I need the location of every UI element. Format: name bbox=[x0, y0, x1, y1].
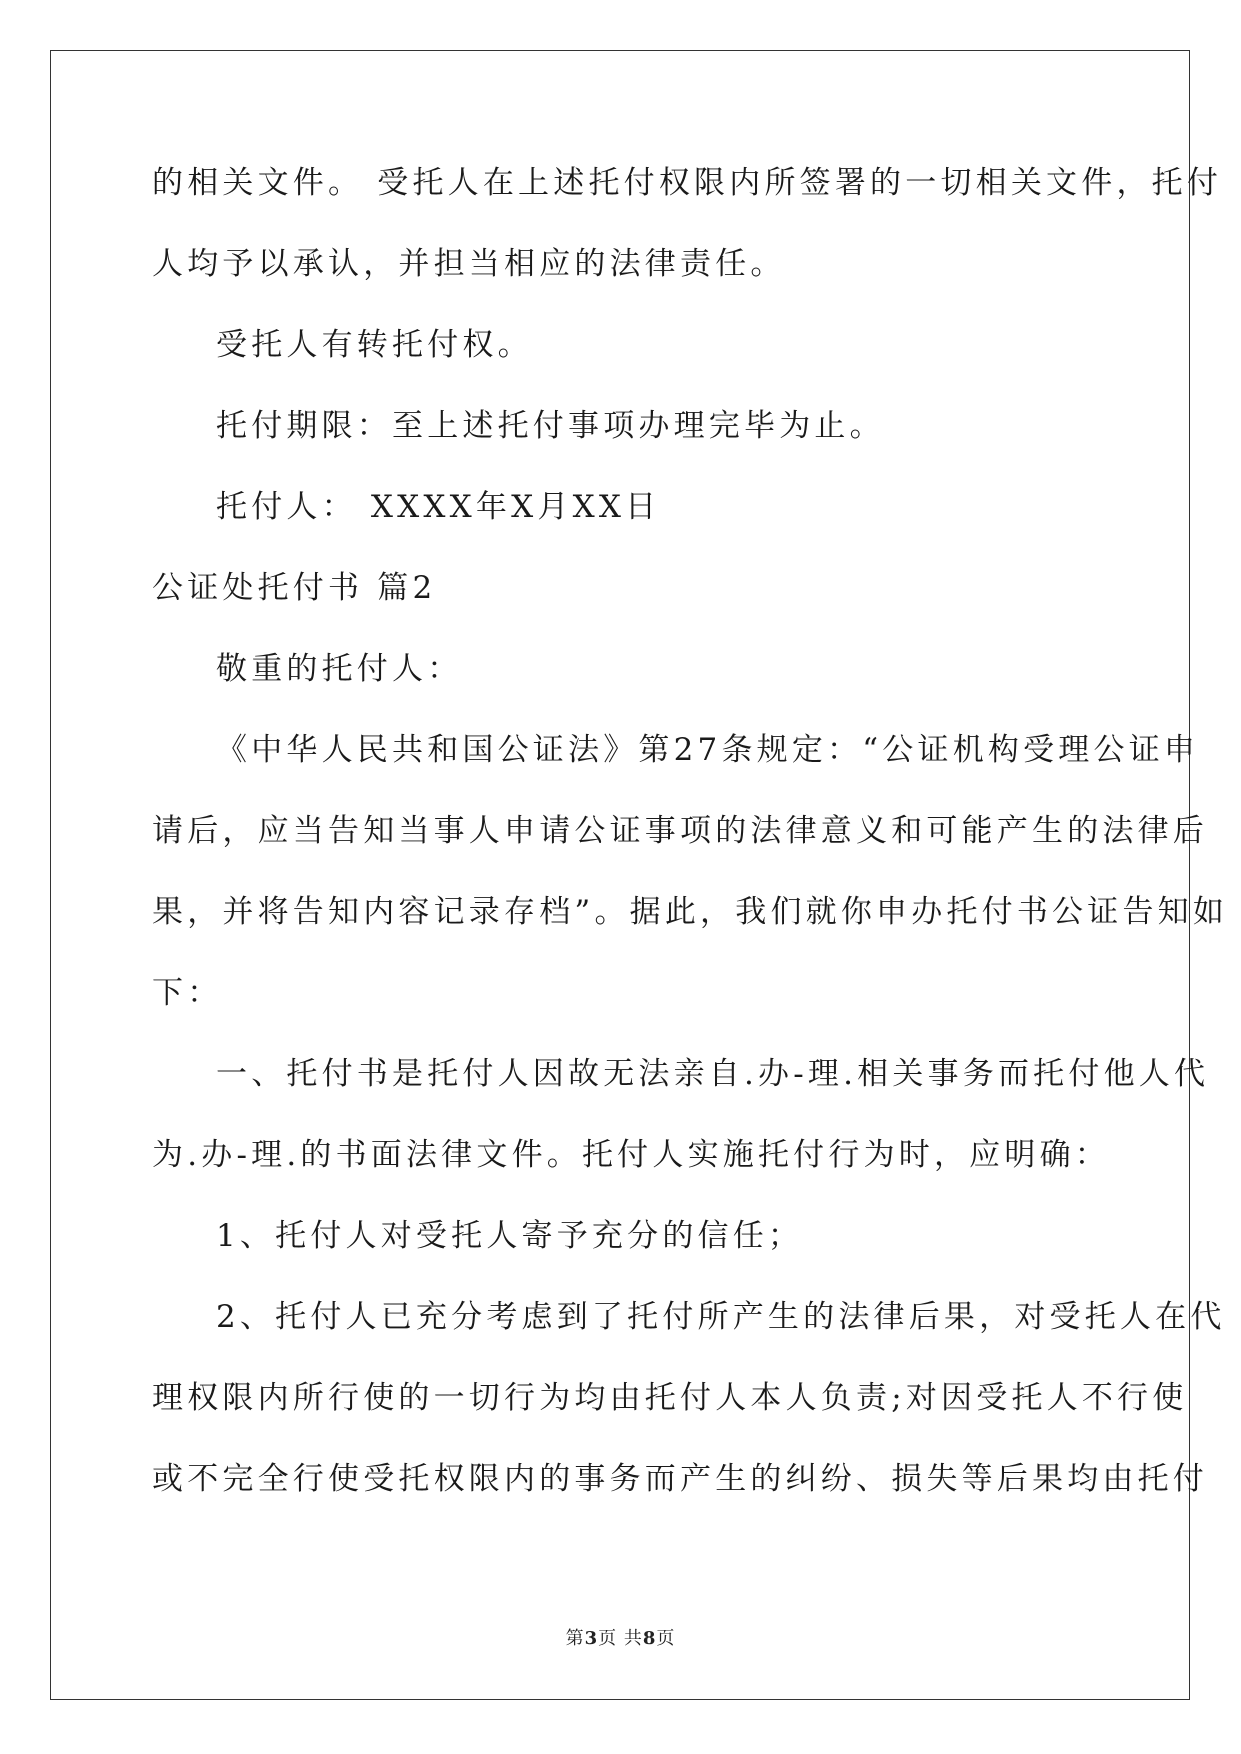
footer-suffix: 页 bbox=[656, 1628, 676, 1649]
text-line: 人均予以承认，并担当相应的法律责任。 bbox=[152, 246, 786, 282]
text-line: 请后，应当告知当事人申请公证事项的法律意义和可能产生的法律后 bbox=[152, 813, 1208, 849]
salutation: 敬重的托付人： bbox=[216, 651, 463, 687]
text-line: 下： bbox=[152, 975, 223, 1011]
text-line: 为.办-理.的书面法律文件。托付人实施托付行为时，应明确： bbox=[152, 1137, 1110, 1173]
text-line: 的相关文件。 受托人在上述托付权限内所签署的一切相关文件，托付 bbox=[152, 165, 1223, 201]
text-line: 理权限内所行使的一切行为均由托付人本人负责;对因受托人不行使 bbox=[152, 1380, 1188, 1416]
total-pages-number: 8 bbox=[642, 1628, 657, 1649]
text-line: 托付期限：至上述托付事项办理完毕为止。 bbox=[216, 408, 885, 444]
text-line: 或不完全行使受托权限内的事务而产生的纠纷、损失等后果均由托付 bbox=[152, 1461, 1208, 1497]
section-heading: 公证处托付书 篇2 bbox=[152, 570, 437, 606]
list-item: 1、托付人对受托人寄予充分的信任； bbox=[216, 1218, 804, 1254]
footer-prefix: 第 bbox=[565, 1628, 585, 1649]
document-body bbox=[152, 165, 1229, 1542]
list-item: 2、托付人已充分考虑到了托付所产生的法律后果，对受托人在代 bbox=[216, 1299, 1226, 1335]
text-line: 果，并将告知内容记录存档”。据此，我们就你申办托付书公证告知如 bbox=[152, 894, 1229, 930]
page-footer bbox=[0, 1624, 1241, 1650]
current-page-number: 3 bbox=[584, 1628, 599, 1649]
footer-middle: 页 共 bbox=[598, 1628, 643, 1649]
text-line: 受托人有转托付权。 bbox=[216, 327, 533, 363]
text-line: 《中华人民共和国公证法》第27条规定：“公证机构受理公证申 bbox=[216, 732, 1200, 768]
text-line: 一、托付书是托付人因故无法亲自.办-理.相关事务而托付他人代 bbox=[216, 1056, 1210, 1092]
signature-date-line: 托付人： XXXX年X月XX日 bbox=[216, 489, 661, 525]
